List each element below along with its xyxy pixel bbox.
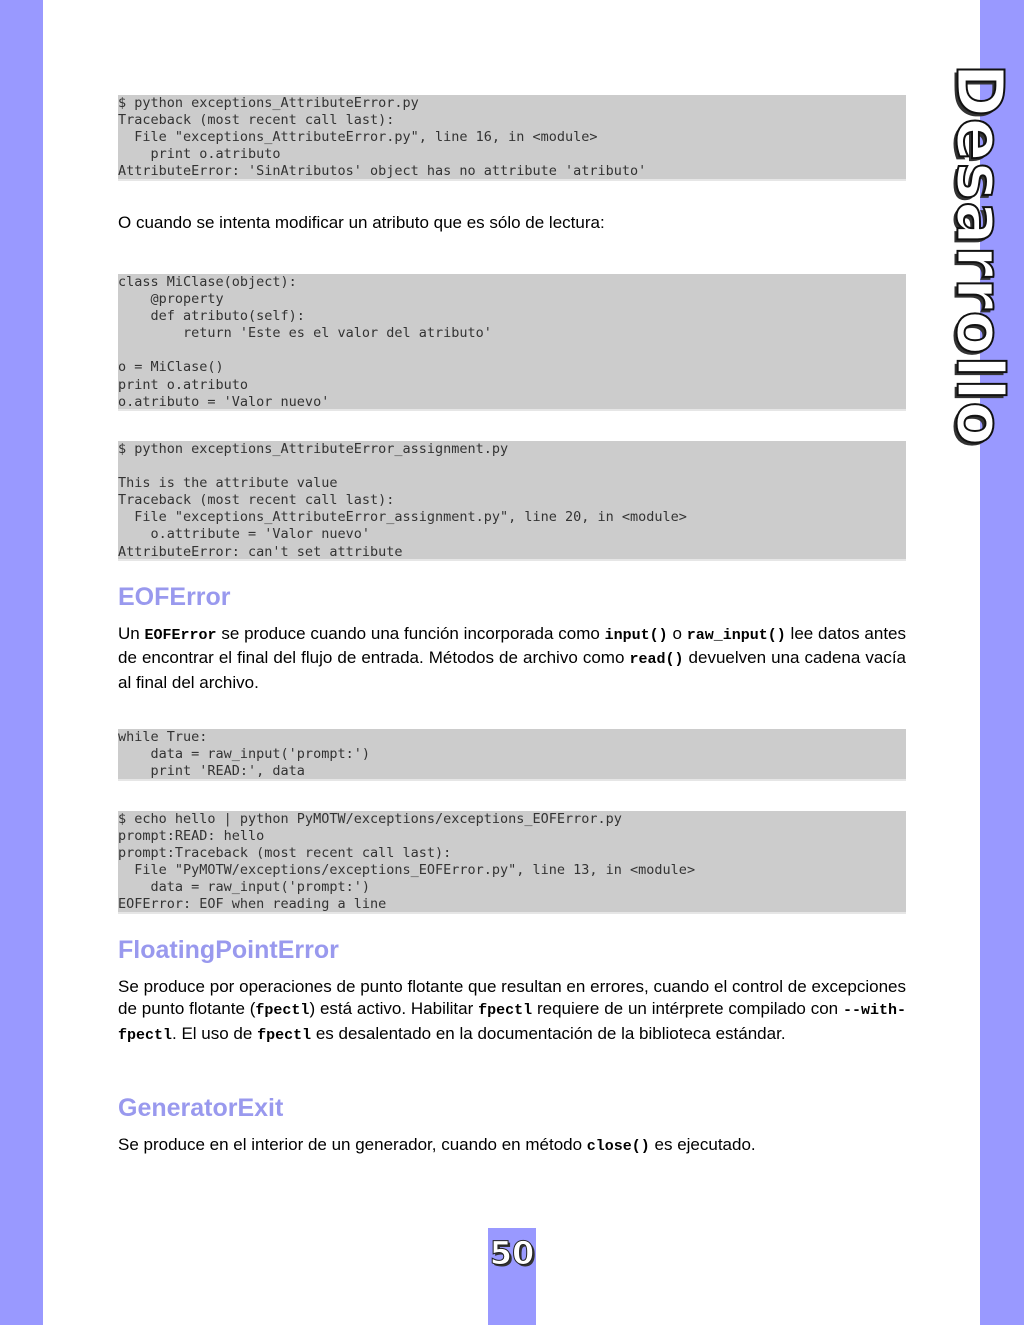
inline-code: fpectl xyxy=(478,1002,533,1020)
code-block-attributeerror-output: $ python exceptions_AttributeError.py Traceback (most recent call last): File "exceptions_AttributeError.py", line 16, in <module> print o.atributo AttributeError: 'SinAtributos' object has no attribute 'atributo' xyxy=(118,95,906,181)
chapter-side-title xyxy=(938,63,1018,447)
page-number: 50 xyxy=(489,1234,535,1272)
inline-code: input() xyxy=(604,627,668,644)
paragraph-generatorexit: Se produce en el interior de un generador, cuando en método close() es ejecutado. xyxy=(118,1135,756,1155)
section-heading-eoferror: EOFError xyxy=(118,583,231,611)
chapter-side-title-text: Desarrollo xyxy=(941,63,1015,447)
left-margin-bar xyxy=(0,0,43,1325)
paragraph-eoferror: Un EOFError se produce cuando una función incorporada como input() o raw_input() lee datos antes de encontrar el final del flujo de entrada. Métodos de archivo como read() devuelven una cadena vacía al final del archivo. xyxy=(118,624,907,692)
inline-code: --with-fpectl xyxy=(118,1002,906,1044)
code-block-eoferror-output: $ echo hello | python PyMOTW/exceptions/exceptions_EOFError.py prompt:READ: hello prompt:Traceback (most recent call last): File "PyMOTW/exceptions/exceptions_EOFError.py", line 13, in <module> data = raw_input('prompt:') EOFError: EOF when reading a line xyxy=(118,811,906,914)
section-heading-floatingpointerror: FloatingPointError xyxy=(118,936,339,964)
inline-code: fpectl xyxy=(255,1002,310,1020)
code-block-property-class: class MiClase(object): @property def atributo(self): return 'Este es el valor del atributo' o = MiClase() print o.atributo o.atributo = 'Valor nuevo' xyxy=(118,274,906,411)
paragraph-readonly-intro: O cuando se intenta modificar un atributo que es sólo de lectura: xyxy=(118,213,605,232)
code-block-eoferror-loop: while True: data = raw_input('prompt:') print 'READ:', data xyxy=(118,729,906,781)
inline-code: fpectl xyxy=(257,1026,312,1044)
inline-code: raw_input() xyxy=(686,627,786,644)
page-number-tab xyxy=(488,1228,536,1325)
inline-code: EOFError xyxy=(144,627,217,644)
section-heading-generatorexit: GeneratorExit xyxy=(118,1094,284,1122)
code-block-assignment-output: $ python exceptions_AttributeError_assignment.py This is the attribute value Traceback (most recent call last): File "exceptions_AttributeError_assignment.py", line 20, in <module> o.attribute = 'Valor nuevo' AttributeError: can't set attribute xyxy=(118,441,906,561)
inline-code: read() xyxy=(629,651,684,669)
inline-code: close() xyxy=(586,1138,650,1155)
paragraph-floatingpointerror: Se produce por operaciones de punto flotante que resultan en errores, cuando el control de excepciones de punto flotante (fpectl) está activo. Habilitar fpectl requiere de un intérprete compilado con --with-fpectl. El uso de fpectl es desalentado en la documentación de la biblioteca estándar. xyxy=(118,977,906,1044)
